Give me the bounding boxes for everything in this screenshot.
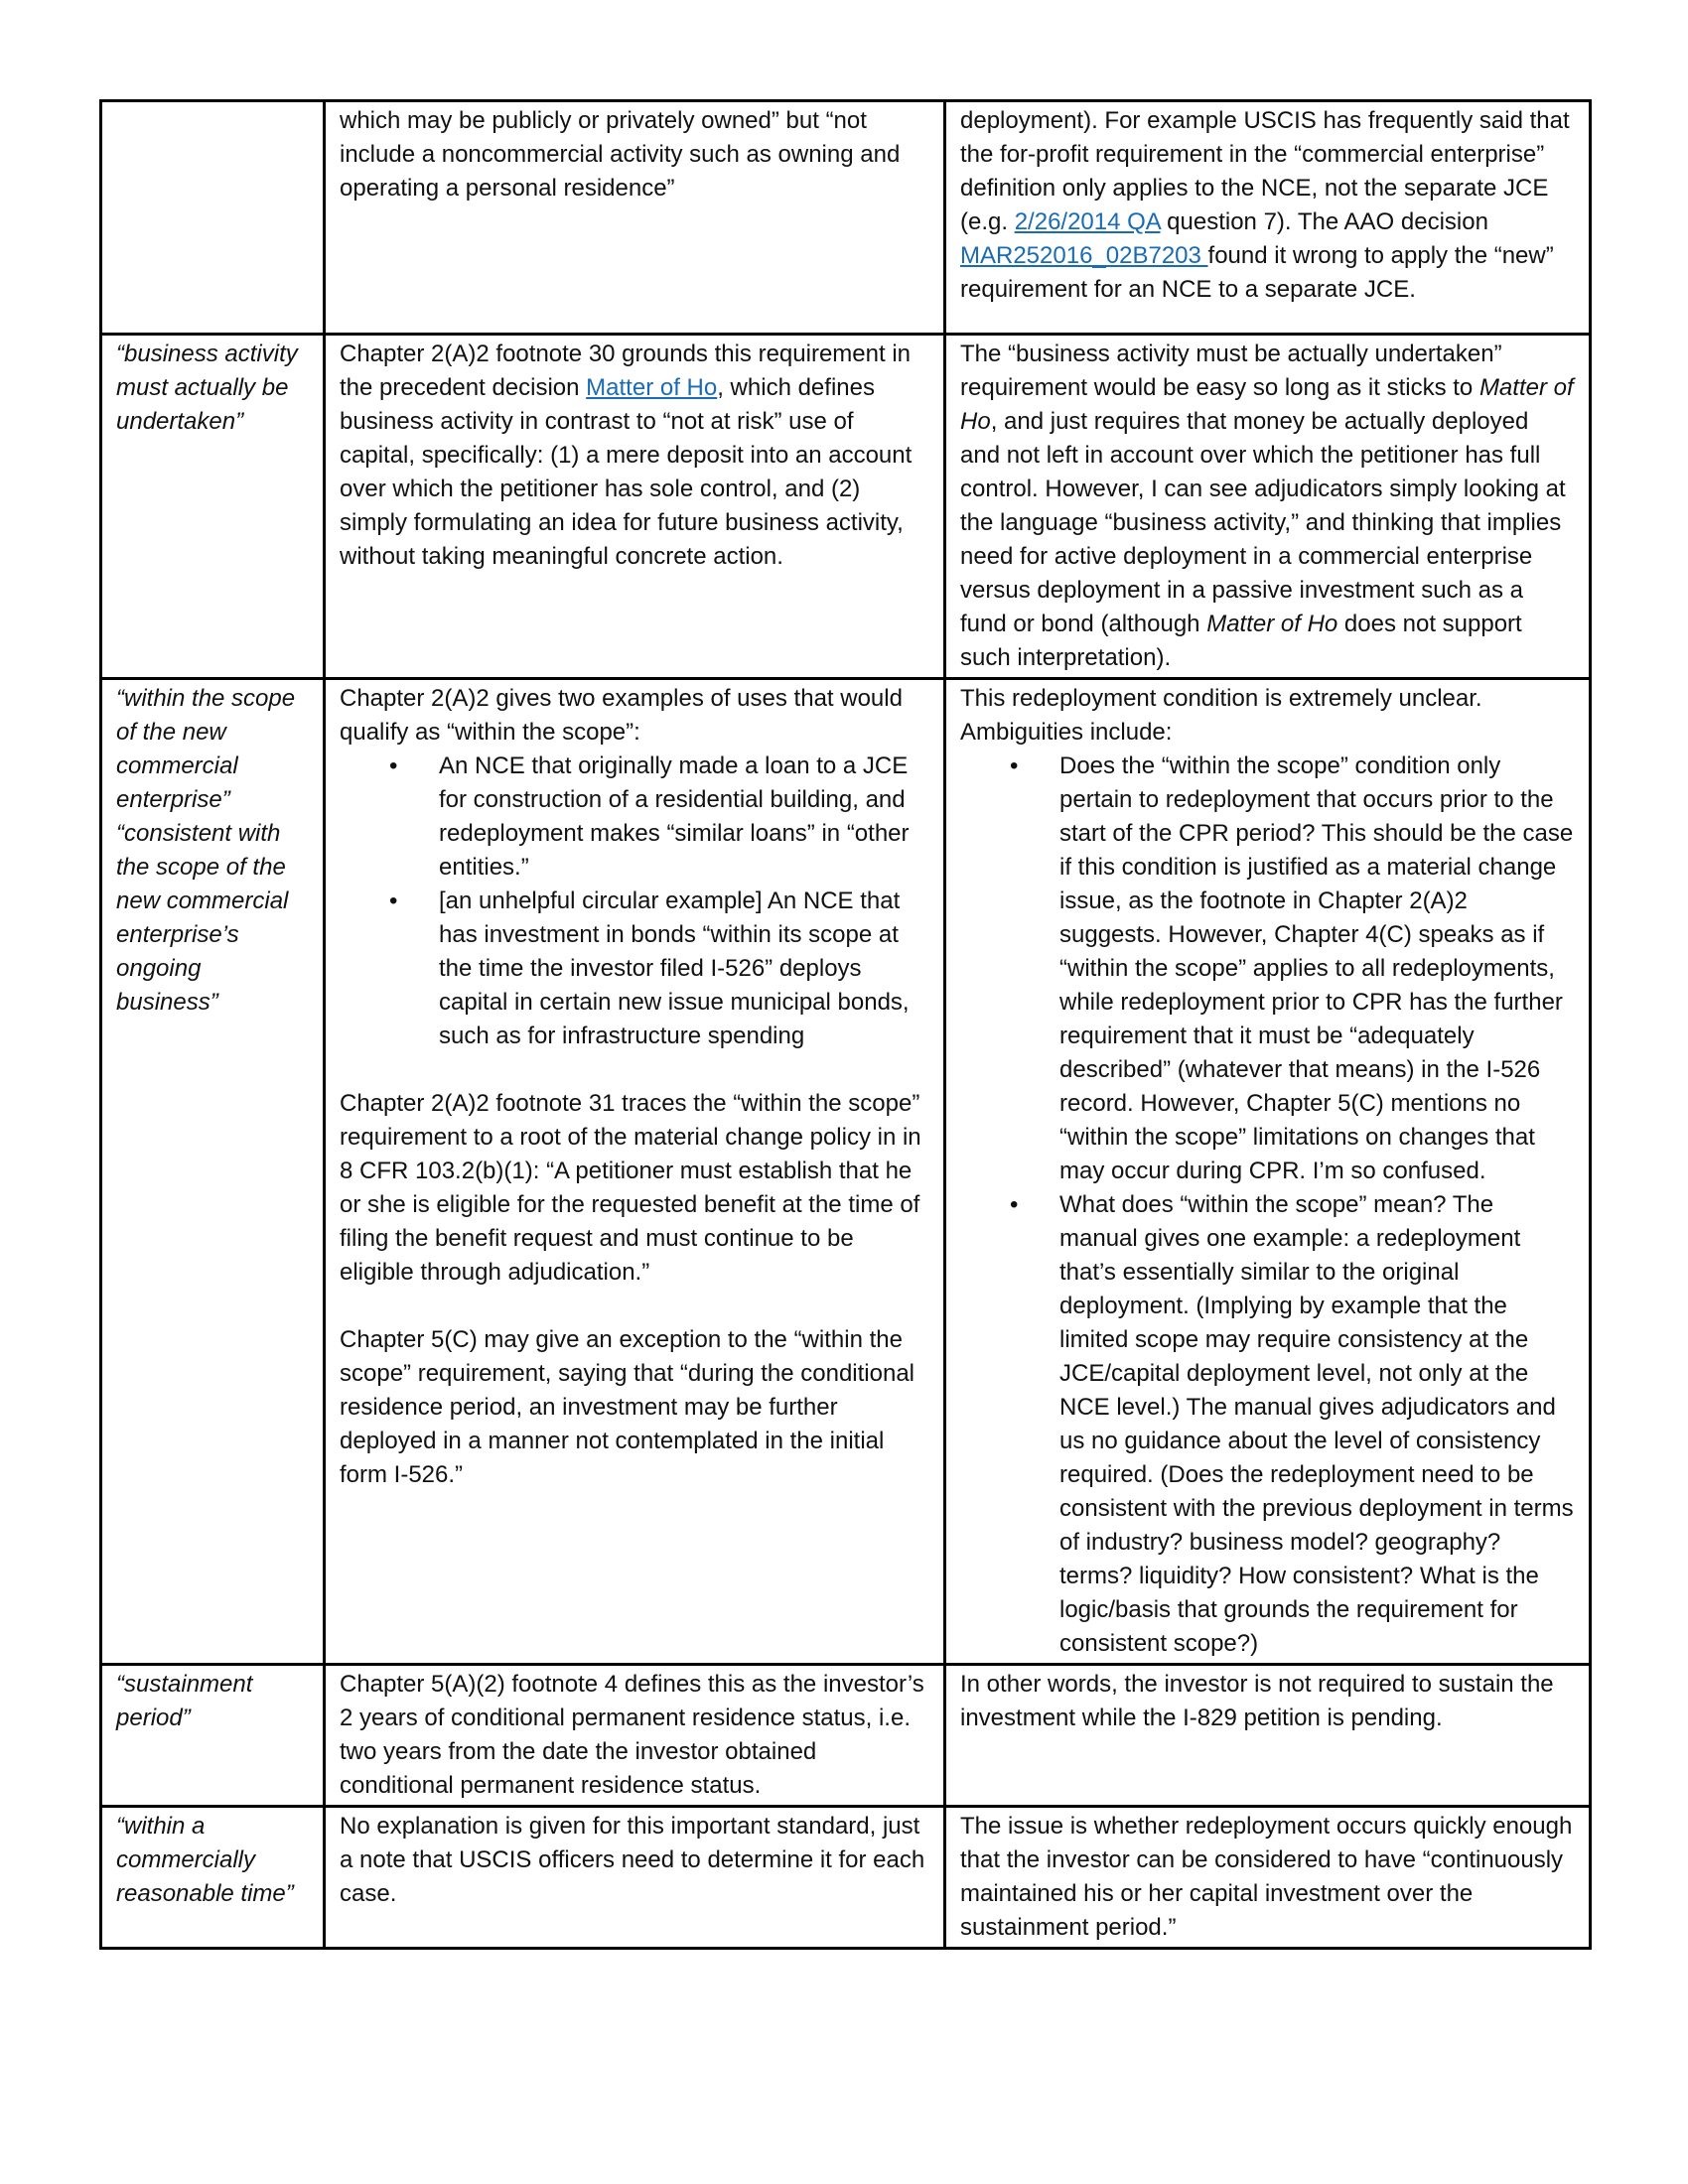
comment-cell bbox=[945, 335, 1591, 679]
explanation-paragraph: Chapter 2(A)2 footnote 31 traces the “within the scope” requirement to a root of the material change policy in in 8 CFR 103.2(b)(1): “A petitioner must establish that he or she is eligible for the requested benefit at the time of filing the benefit request and must continue to be eligible through adjudication.” bbox=[340, 1090, 921, 1286]
table-row bbox=[101, 1665, 1591, 1807]
explanation-text bbox=[340, 338, 929, 574]
comment-text-part: question 7). The AAO decision bbox=[1160, 208, 1488, 235]
comment-text-part: , and just requires that money be actually deployed and not left in account over which the petitioner has full control. However, I can see adjudicators simply looking at the language “business activity,” and thinking that implies need for active deployment in a commercial enterprise versus deployment in a passive investment such as a fund or bond (although bbox=[960, 408, 1566, 637]
comment-intro: This redeployment condition is extremely unclear. Ambiguities include: bbox=[960, 685, 1482, 746]
comment-cell bbox=[945, 1807, 1591, 1949]
qa-2014-link[interactable]: 2/26/2014 QA bbox=[1014, 208, 1161, 235]
table-row bbox=[101, 679, 1591, 1665]
explanation-cell bbox=[325, 1665, 945, 1807]
comment-text bbox=[960, 338, 1575, 675]
explanation-text: No explanation is given for this important standard, just a note that USCIS officers need to determine it for each case. bbox=[340, 1813, 925, 1907]
comment-cell bbox=[945, 101, 1591, 335]
table-row bbox=[101, 335, 1591, 679]
explanation-cell bbox=[325, 679, 945, 1665]
explanation-cell bbox=[325, 1807, 945, 1949]
aao-decision-link[interactable]: MAR252016_02B7203 bbox=[960, 242, 1208, 269]
document-page bbox=[99, 99, 1589, 1950]
requirements-table bbox=[99, 99, 1592, 1950]
explanation-cell bbox=[325, 335, 945, 679]
explanation-intro: Chapter 2(A)2 gives two examples of uses that would qualify as “within the scope”: bbox=[340, 685, 903, 746]
list-item: • [an unhelpful circular example] An NCE that has investment in bonds “within its scope at the time the investor filed I-526” deploys capital in certain new issue municipal bonds, such as for infrastructure spending bbox=[340, 885, 929, 1053]
term-cell: “business activity must actually be undertaken” bbox=[101, 335, 325, 679]
comment-text: In other words, the investor is not required to sustain the investment while the I-829 petition is pending. bbox=[960, 1671, 1554, 1731]
case-name-italic: Matter of Ho bbox=[960, 374, 1574, 435]
examples-list bbox=[340, 750, 929, 1053]
term-cell: “sustainment period” bbox=[101, 1665, 325, 1807]
list-item: • What does “within the scope” mean? The manual gives one example: a redeployment that’s essentially similar to the original deployment. (Implying by example that the limited scope may require consistency at the JCE/capital deployment level, not only at the NCE level.) The manual gives adjudicators and us no guidance about the level of consistency required. (Does the redeployment need to be consistent with the previous deployment in terms of industry? business model? geography? terms? liquidity? How consistent? What is the logic/basis that grounds the requirement for consistent scope?) bbox=[960, 1188, 1575, 1661]
explanation-text: Chapter 5(A)(2) footnote 4 defines this as the investor’s 2 years of conditional permanent residence status, i.e. two years from the date the investor obtained conditional permanent residence status. bbox=[340, 1671, 924, 1799]
explanation-text-part: , which defines business activity in contrast to “not at risk” use of capital, specifically: (1) a mere deposit into an account over which the petitioner has sole control, and (2) simply formulating an idea for future business activity, without taking meaningful concrete action. bbox=[340, 374, 913, 570]
comment-text-part: does not support such interpretation). bbox=[960, 611, 1522, 671]
comment-text-part: deployment). For example USCIS has frequently said that the for-profit requirement in the “commercial enterprise” definition only applies to the NCE, not the separate JCE (e.g. bbox=[960, 107, 1570, 235]
case-name-italic: Matter of Ho bbox=[1206, 611, 1338, 637]
list-item: • Does the “within the scope” condition only pertain to redeployment that occurs prior to the start of the CPR period? This should be the case if this condition is justified as a material change issue, as the footnote in Chapter 2(A)2 suggests. However, Chapter 4(C) speaks as if “within the scope” applies to all redeployments, while redeployment prior to CPR has the further requirement that it must be “adequately described” (whatever that means) in the I-526 record. However, Chapter 5(C) mentions no “within the scope” limitations on changes that may occur during CPR. I’m so confused. bbox=[960, 750, 1575, 1188]
table-row bbox=[101, 101, 1591, 335]
matter-of-ho-link[interactable]: Matter of Ho bbox=[586, 374, 718, 401]
explanation-text: which may be publicly or privately owned” but “not include a noncommercial activity such as owning and operating a personal residence” bbox=[340, 107, 901, 202]
comment-text: The issue is whether redeployment occurs quickly enough that the investor can be considered to have “continuously maintained his or her capital investment over the sustainment period.” bbox=[960, 1813, 1573, 1941]
comment-cell bbox=[945, 1665, 1591, 1807]
comment-text bbox=[960, 104, 1575, 307]
term-cell: “within the scope of the new commercial enterprise” “consistent with the scope of the new commercial enterprise’s ongoing business” bbox=[101, 679, 325, 1665]
explanation-cell bbox=[325, 101, 945, 335]
comment-cell bbox=[945, 679, 1591, 1665]
explanation-text-part: Chapter 2(A)2 footnote 30 grounds this requirement in the precedent decision bbox=[340, 341, 912, 401]
comment-text-part: The “business activity must be actually undertaken” requirement would be easy so long as it sticks to bbox=[960, 341, 1502, 401]
comment-text-part: found it wrong to apply the “new” requirement for an NCE to a separate JCE. bbox=[960, 242, 1554, 303]
list-item: • An NCE that originally made a loan to a JCE for construction of a residential building, and redeployment makes “similar loans” in “other entities.” bbox=[340, 750, 929, 885]
explanation-paragraph: Chapter 5(C) may give an exception to the “within the scope” requirement, saying that “during the conditional residence period, an investment may be further deployed in a manner not contemplated in the initial form I-526.” bbox=[340, 1326, 914, 1488]
ambiguities-list bbox=[960, 750, 1575, 1661]
term-cell bbox=[101, 101, 325, 335]
term-cell: “within a commercially reasonable time” bbox=[101, 1807, 325, 1949]
table-row bbox=[101, 1807, 1591, 1949]
